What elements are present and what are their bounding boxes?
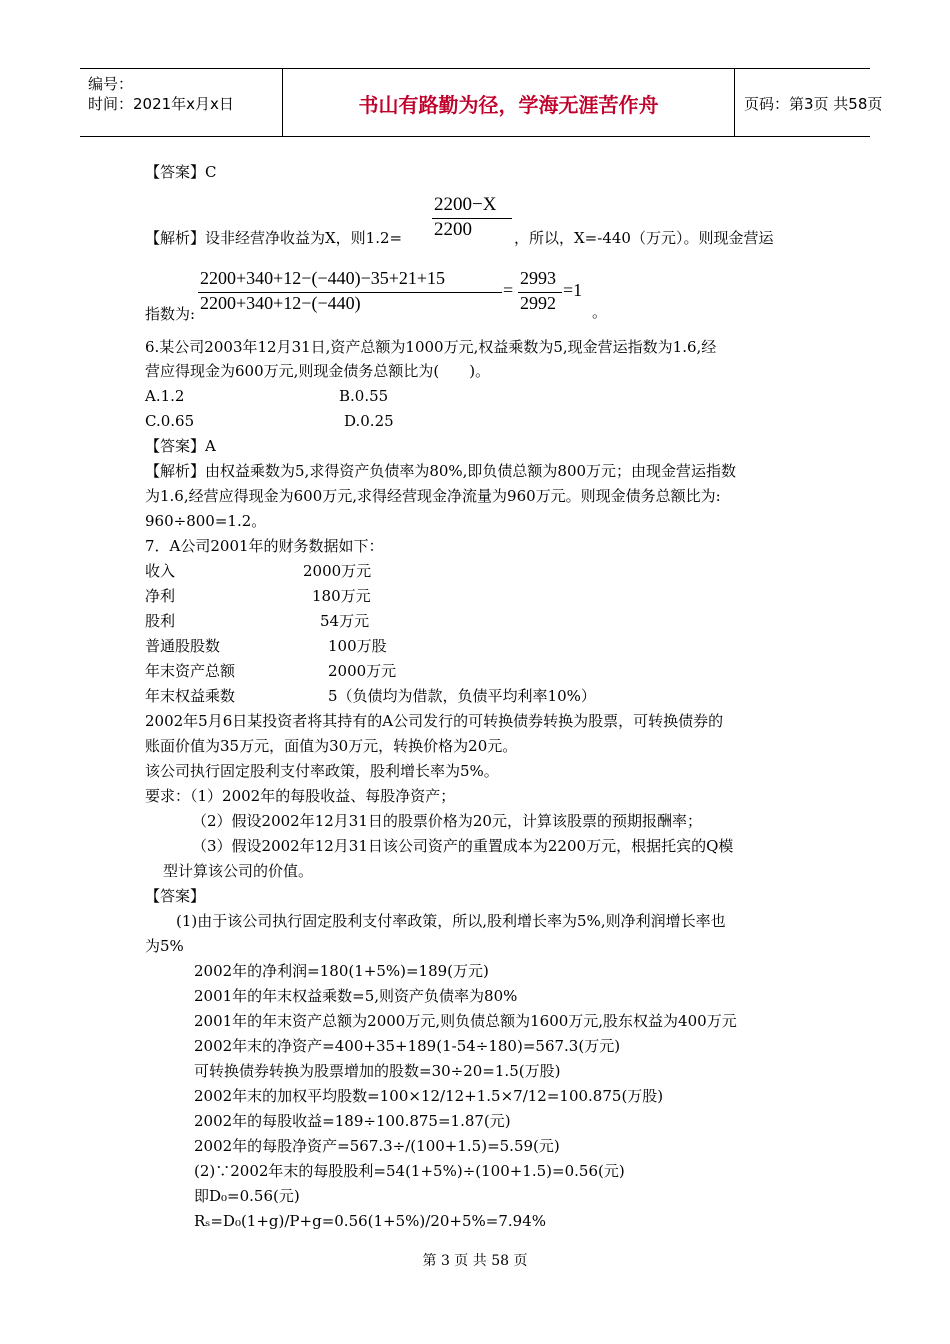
formula2-result-numerator: 2993: [520, 268, 556, 288]
q7-title: 7．A公司2001年的财务数据如下：: [145, 537, 384, 555]
q7-value-dividend: 54万元: [320, 612, 370, 630]
q6-analysis-1: 【解析】由权益乘数为5,求得资产负债率为80%,即负债总额为800万元；由现金营运指数: [145, 462, 737, 480]
q6-analysis-2: 为1.6,经营应得现金为600万元,求得经营现金净流量为960万元。则现金债务总额比为:: [145, 487, 721, 505]
page-footer: 第 3 页 共 58 页: [422, 1253, 528, 1269]
calc-line-5: 可转换债券转换为股票增加的股数=30÷20=1.5(万股): [194, 1062, 561, 1080]
header-page-info: 页码：第3页 共58页: [744, 95, 883, 113]
formula2-denominator: 2200+340+12−(−440): [200, 293, 361, 313]
calc-line-4: 2002年末的净资产=400+35+189(1-54÷180)=567.3(万元): [194, 1037, 621, 1055]
calc-line-11: Rₛ=D₀(1+g)/P+g=0.56(1+5%)/20+5%=7.94%: [194, 1212, 546, 1230]
q7-answer-label: 【答案】: [145, 887, 206, 905]
page-header: [80, 68, 883, 137]
answer-label: 【答案】C: [145, 163, 217, 181]
q7-label-revenue: 收入: [145, 562, 176, 580]
formula2-result-denominator: 2992: [520, 293, 556, 313]
calc-line-10: 即D₀=0.56(元): [194, 1187, 300, 1205]
calc-line-3: 2001年的年末资产总额为2000万元,则负债总额为1600万元,股东权益为400万元: [194, 1012, 737, 1030]
q7-label-assets: 年末资产总额: [145, 662, 236, 680]
header-time-label: 时间：2021年x月x日: [88, 95, 234, 113]
q7-answer-1: (1)由于该公司执行固定股利支付率政策，所以,股利增长率为5%,则净利润增长率也: [176, 912, 726, 930]
q7-text-3: 该公司执行固定股利支付率政策，股利增长率为5%。: [145, 762, 499, 780]
q7-requirement-1: 要求：（1）2002年的每股收益、每股净资产；: [145, 787, 456, 805]
q7-text-2: 账面价值为35万元，面值为30万元，转换价格为20元。: [145, 737, 518, 755]
q6-option-d: D.0.25: [344, 412, 394, 430]
q7-requirement-2: （2）假设2002年12月31日的股票价格为20元，计算该股票的预期报酬率；: [192, 812, 702, 830]
header-middle-cell: [282, 69, 735, 136]
q7-requirement-3: （3）假设2002年12月31日该公司资产的重置成本为2200万元，根据托宾的Q模: [192, 837, 734, 855]
calc-line-7: 2002年的每股收益=189÷100.875=1.87(元): [194, 1112, 511, 1130]
q7-value-revenue: 2000万元: [303, 562, 372, 580]
formula1-denominator: 2200: [434, 219, 472, 240]
q7-value-equity-multiplier: 5（负债均为借款，负债平均利率10%）: [328, 687, 596, 705]
q7-answer-1-cont: 为5%: [145, 937, 184, 955]
q6-option-a: A.1.2: [145, 387, 185, 405]
header-right-cell: [734, 69, 883, 136]
calc-line-6: 2002年末的加权平均股数=100×12/12+1.5×7/12=100.875(万股): [194, 1087, 664, 1105]
q7-value-assets: 2000万元: [328, 662, 397, 680]
q7-label-equity-multiplier: 年末权益乘数: [145, 687, 236, 705]
calc-line-2: 2001年的年末权益乘数=5,则资产负债率为80%: [194, 987, 518, 1005]
q6-analysis-3: 960÷800=1.2。: [145, 512, 267, 530]
q7-label-dividend: 股利: [145, 612, 176, 630]
index-label: 指数为:: [145, 305, 196, 323]
q7-label-shares: 普通股股数: [145, 637, 221, 655]
q6-option-b: B.0.55: [339, 387, 389, 405]
q6-option-c: C.0.65: [145, 412, 195, 430]
q7-value-shares: 100万股: [328, 637, 387, 655]
calc-line-1: 2002年的净利润=180(1+5%)=189(万元): [194, 962, 489, 980]
q6-answer: 【答案】A: [145, 437, 216, 455]
formula2-result: =1: [563, 280, 583, 300]
formula2-equals: =: [503, 280, 514, 300]
calc-line-8: 2002年的每股净资产=567.3÷/(100+1.5)=5.59(元): [194, 1137, 560, 1155]
header-motto: 书山有路勤为径，学海无涯苦作舟: [358, 93, 659, 117]
header-number-label: 编号：: [88, 75, 134, 93]
calc-line-9: (2)∵2002年末的每股股利=54(1+5%)÷(100+1.5)=0.56(元): [194, 1162, 625, 1180]
q6-line-2: 营应得现金为600万元,则现金债务总额比为( )。: [145, 362, 491, 380]
header-left-cell: [80, 69, 282, 136]
q7-value-net-income: 180万元: [312, 587, 371, 605]
index-period: 。: [592, 303, 608, 321]
formula2-numerator: 2200+340+12−(−440)−35+21+15: [200, 268, 446, 288]
analysis-line-start: 【解析】设非经营净收益为X，则1.2=: [145, 229, 403, 247]
q6-line-1: 6.某公司2003年12月31日,资产总额为1000万元,权益乘数为5,现金营运指数为1.6,经: [145, 338, 717, 356]
q7-text-1: 2002年5月6日某投资者将其持有的A公司发行的可转换债券转换为股票，可转换债券的: [145, 712, 724, 730]
formula1-numerator: 2200−X: [434, 194, 497, 215]
q7-requirement-3-cont: 型计算该公司的价值。: [163, 862, 314, 880]
q7-label-net-income: 净利: [145, 587, 176, 605]
analysis-line-end: ，所以，X=-440（万元）。则现金营运: [514, 229, 774, 247]
